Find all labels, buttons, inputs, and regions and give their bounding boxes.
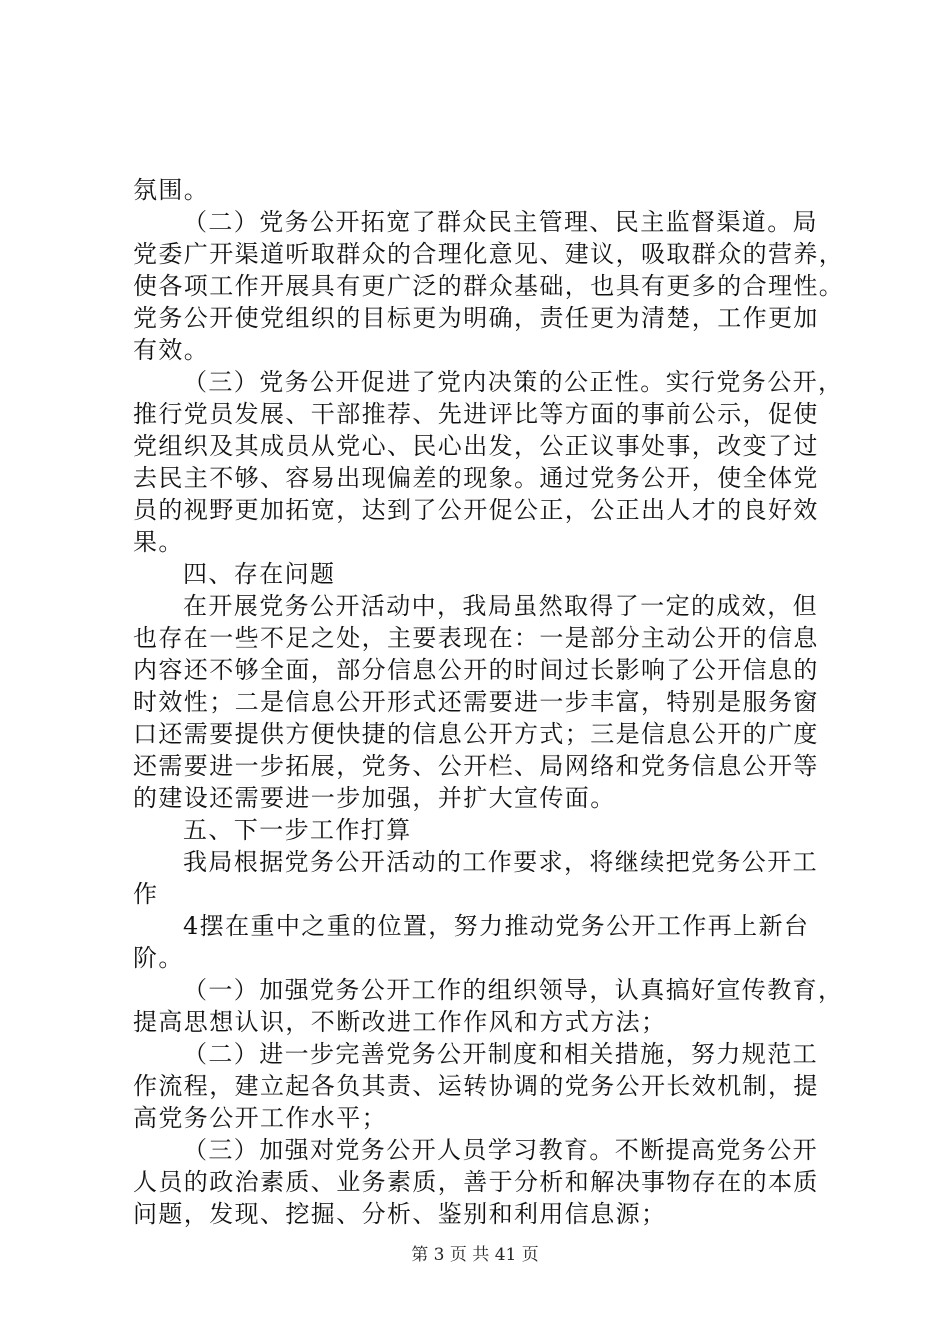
text-line: 阶。 [133,944,184,972]
text-line: 党委广开渠道听取群众的合理化意见、建议，吸取群众的营养， [133,240,845,268]
text-line: 氛围。 [133,176,210,204]
text-line: 党组织及其成员从党心、民心出发，公正议事处事，改变了过 [133,432,819,460]
text-line: 口还需要提供方便快捷的信息公开方式；三是信息公开的广度 [133,720,819,748]
text-line: 作 [133,880,159,908]
text-line: 员的视野更加拓宽，达到了公开促公正，公正出人才的良好效 [133,496,819,524]
text-line: 问题，发现、挖掘、分析、鉴别和利用信息源； [133,1200,667,1228]
text-line: 果。 [133,528,184,556]
text-line: （二）党务公开拓宽了群众民主管理、民主监督渠道。局 [183,208,818,236]
page-number-footer: 第 3 页 共 41 页 [411,1245,539,1265]
text-line: 使各项工作开展具有更广泛的群众基础，也具有更多的合理性。 [133,272,845,300]
text-line: 去民主不够、容易出现偏差的现象。通过党务公开，使全体党 [133,464,819,492]
text-line: 的建设还需要进一步加强，并扩大宣传面。 [133,784,616,812]
text-line: 内容还不够全面，部分信息公开的时间过长影响了公开信息的 [133,656,819,684]
text-line: 高党务公开工作水平； [133,1104,387,1132]
text-line: 有效。 [133,336,210,364]
text-line: 推行党员发展、干部推荐、先进评比等方面的事前公示，促使 [133,400,819,428]
text-line: 4摆在重中之重的位置，努力推动党务公开工作再上新台 [183,912,810,940]
text-line: 提高思想认识，不断改进工作作风和方式方法； [133,1008,667,1036]
text-line: 也存在一些不足之处，主要表现在：一是部分主动公开的信息 [133,624,819,652]
text-line: （三）党务公开促进了党内决策的公正性。实行党务公开， [183,368,844,396]
text-line: 我局根据党务公开活动的工作要求，将继续把党务公开工 [183,848,818,876]
text-line: （二）进一步完善党务公开制度和相关措施，努力规范工 [183,1040,818,1068]
section-heading: 五、下一步工作打算 [183,816,412,844]
text-line: 作流程，建立起各负其责、运转协调的党务公开长效机制，提 [133,1072,819,1100]
text-line: 还需要进一步拓展，党务、公开栏、局网络和党务信息公开等 [133,752,819,780]
text-line: 人员的政治素质、业务素质，善于分析和解决事物存在的本质 [133,1168,819,1196]
document-body [133,174,848,1230]
text-line: （一）加强党务公开工作的组织领导，认真搞好宣传教育， [183,976,844,1004]
section-heading: 四、存在问题 [183,560,336,588]
text-line: （三）加强对党务公开人员学习教育。不断提高党务公开 [183,1136,818,1164]
text-line: 时效性；二是信息公开形式还需要进一步丰富，特别是服务窗 [133,688,819,716]
text-line: 党务公开使党组织的目标更为明确，责任更为清楚，工作更加 [133,304,819,332]
text-line: 在开展党务公开活动中，我局虽然取得了一定的成效，但 [183,592,818,620]
